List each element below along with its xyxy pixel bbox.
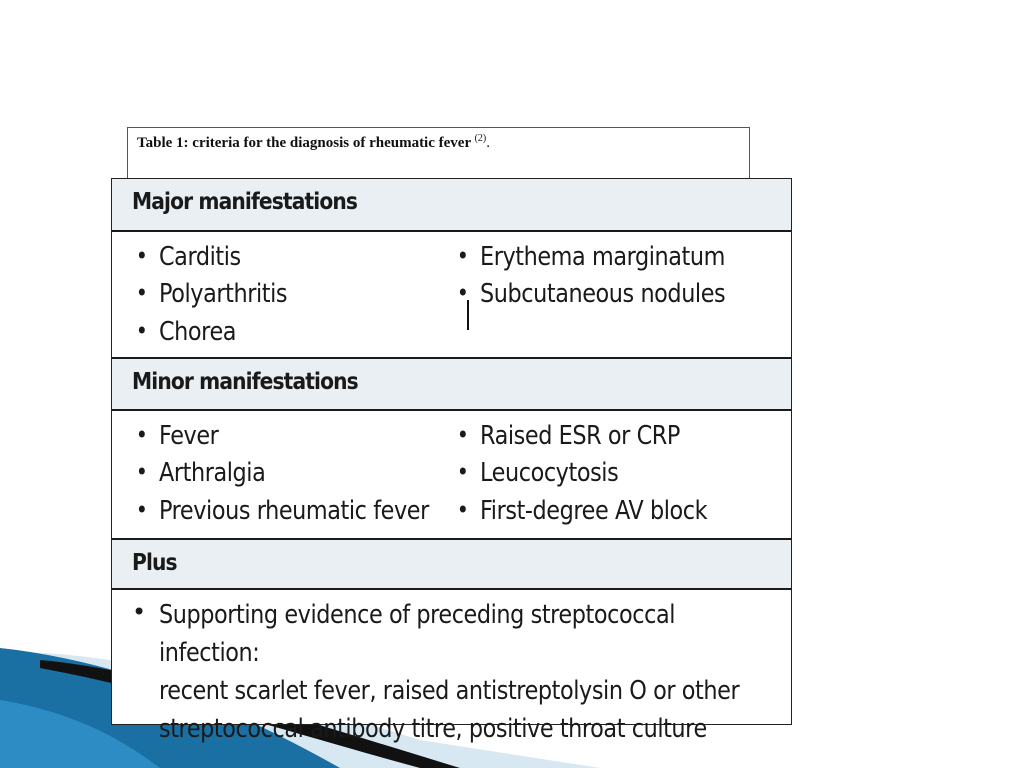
list-item: • Arthralgia [159,458,265,488]
paragraph-line: streptococcal antibody titre, positive throat culture [159,714,707,744]
major-heading: Major manifestations [132,189,358,215]
criteria-table [111,178,792,744]
plus-header [112,540,791,590]
list-item: • Leucocytosis [480,458,618,488]
list-item: • Subcutaneous nodules [480,279,725,309]
caption-text: Table 1: criteria for the diagnosis of rheumatic fever [137,135,471,151]
paragraph-line: recent scarlet fever, raised antistreptolysin O or other [159,676,740,706]
list-item: • First-degree AV block [480,496,707,526]
plus-body [112,590,791,744]
list-item: • Polyarthritis [159,279,287,309]
list-item: • Raised ESR or CRP [480,421,680,451]
caption-reference: (2) [474,133,487,144]
major-manifestations-body [112,232,791,359]
caption-period: . [486,135,491,151]
major-manifestations-header [112,179,791,232]
supporting-evidence-paragraph [159,596,761,748]
bullet-icon: • [132,598,147,626]
minor-heading: Minor manifestations [132,369,358,395]
plus-heading: Plus [132,550,177,576]
list-item: • Previous rheumatic fever [159,496,429,526]
paragraph-line: Supporting evidence of preceding streptococcal infection: [159,600,676,668]
minor-manifestations-header [112,359,791,411]
list-item: • Chorea [159,317,236,347]
list-item: • Erythema marginatum [480,242,725,272]
list-item: • Carditis [159,242,241,272]
table-caption [137,133,490,152]
minor-manifestations-body [112,411,791,540]
list-item: • Fever [159,421,218,451]
